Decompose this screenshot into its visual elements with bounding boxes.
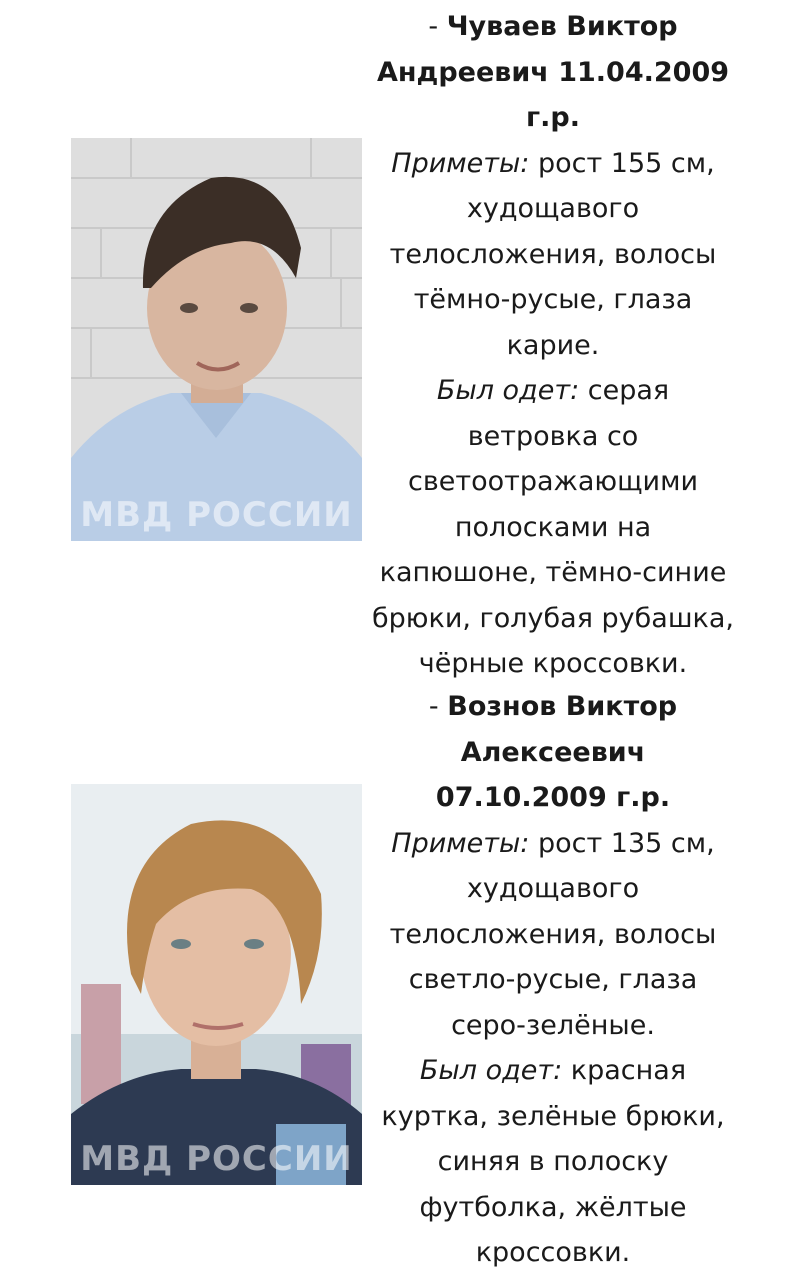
clothes-label: Был одет: xyxy=(436,375,580,406)
boy-portrait-image xyxy=(71,138,362,541)
missing-person-card xyxy=(0,680,797,1280)
clothes-text: красная куртка, зелёные брюки, синяя в полоску футболка, жёлтые кроссовки. xyxy=(381,1055,725,1268)
name-dash: - xyxy=(428,691,448,722)
person-photo xyxy=(71,784,362,1185)
signs-label: Приметы: xyxy=(391,147,530,179)
watermark-text: МВД РОССИИ xyxy=(80,1139,353,1179)
clothes-label: Был одет: xyxy=(419,1055,563,1086)
signs-text: рост 135 см, худощавого телосложения, волосы светло-русые, глаза серо-зелёные. xyxy=(389,827,717,1041)
boy-portrait-image xyxy=(71,784,362,1185)
signs-text: рост 155 см, худощавого телосложения, волосы тёмно-русые, глаза карие. xyxy=(389,147,717,361)
person-description xyxy=(372,684,734,1276)
person-description xyxy=(372,4,734,687)
clothes-text: серая ветровка со светоотражающими полосками на капюшоне, тёмно-синие брюки, голубая рубашка, чёрные кроссовки. xyxy=(372,375,734,679)
person-photo xyxy=(71,138,362,541)
name-dash: - xyxy=(428,11,447,42)
person-name: Чуваев Виктор Андреевич 11.04.2009 г.р. xyxy=(376,11,730,133)
signs-label: Приметы: xyxy=(391,827,530,859)
watermark-text: МВД РОССИИ xyxy=(80,495,353,535)
person-name: Вознов Виктор Алексеевич 07.10.2009 г.р. xyxy=(435,691,678,813)
